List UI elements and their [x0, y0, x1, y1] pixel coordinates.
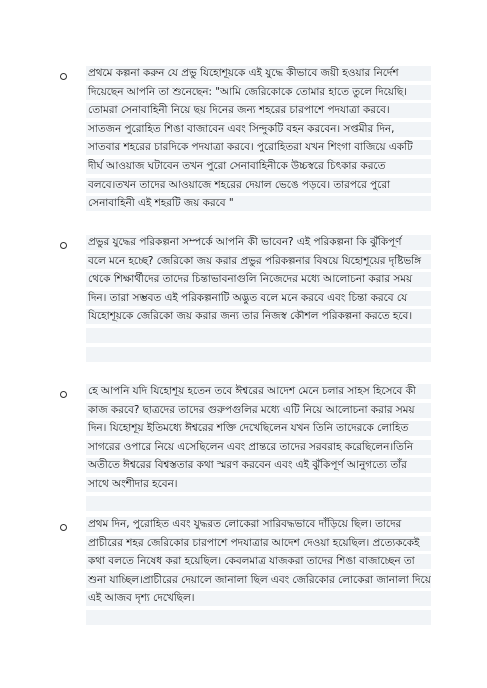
text-line: প্রভুর যুদ্ধের পরিকল্পনা সম্পর্কে আপনি কী ভাবেন? এই পরিকল্পনা কি ঝুঁকিপূর্ণ: [86, 233, 431, 252]
text-line: প্রাচীরের শহর জেরিকোর চারপাশে পদযাত্রার আদেশ দেওয়া হয়েছিল। প্রত্যেককেই: [86, 534, 431, 553]
circle-bullet-icon: [60, 524, 67, 531]
circle-bullet-icon: [60, 73, 67, 80]
blank-line: [86, 345, 431, 364]
text-line: বলে মনে হচ্ছে? জেরিকো জয় করার প্রভুর পরিকল্পনার বিষয়ে যিহোশূয়ের দৃষ্টিভঙ্গি: [86, 252, 431, 271]
text-line: দিন। তারা সম্ভবত এই পরিকল্পনাটি অদ্ভুত বলে মনে করবে এবং চিন্তা করবে যে: [86, 289, 431, 308]
text-line: সাতজন পুরোহিত শিঙা বাজাবেন এবং সিন্দুকটি বহন করবেন। সপ্তমীর দিন,: [86, 120, 431, 139]
text-line: সাথে অংশীদার হবেন।: [86, 475, 431, 494]
text-line: তোমরা সেনাবাহিনী নিয়ে ছয় দিনের জন্য শহরের চারপাশে পদযাত্রা করবে।: [86, 101, 431, 120]
text-line: দীর্ঘ আওয়াজ ঘটাবেন তখন পুরো সেনাবাহিনীকে উচ্চস্বরে চিৎকার করতে: [86, 157, 431, 176]
text-line: সাতবার শহরের চারদিকে পদযাত্রা করবে। পুরোহিতরা যখন শিংগা বাজিয়ে একটি: [86, 138, 431, 157]
paragraph-3: [86, 382, 431, 512]
paragraph-1: [86, 64, 431, 213]
text-line: দিয়েছেন আপনি তা শুনেছেন: "আমি জেরিকোকে তোমার হাতে তুলে দিয়েছি।: [86, 83, 431, 102]
text-line: হে আপনি যদি যিহোশূয় হতেন তবে ঈশ্বরের আদেশ মেনে চলার সাহস হিসেবে কী: [86, 382, 431, 401]
text-line: অতীতে ঈশ্বরের বিশ্বস্ততার কথা স্মরণ করবেন এবং এই ঝুঁকিপূর্ণ আনুগত্যে তাঁর: [86, 456, 431, 475]
text-line: থেকে শিক্ষার্থীদের তাদের চিন্তাভাবনাগুলি নিজেদের মধ্যে আলোচনা করার সময়: [86, 270, 431, 289]
text-line: শুনা যাচ্ছিল।প্রাচীরের দেয়ালে জানালা ছিল এবং জেরিকোর লোকেরা জানালা দিয়ে: [86, 571, 431, 590]
text-line: সেনাবাহিনী এই শহরটি জয় করবে ": [86, 194, 431, 213]
paragraph-4: [86, 515, 431, 627]
text-line: দিন। যিহোশূয় ইতিমধ্যে ঈশ্বরের শক্তি দেখেছিলেন যখন তিনি তাদেরকে লোহিত: [86, 419, 431, 438]
blank-line: [86, 608, 431, 627]
text-line: যিহোশূয়কে জেরিকো জয় করার জন্য তার নিজস্ব কৌশল পরিকল্পনা করতে হবে।: [86, 307, 431, 326]
blank-line: [86, 494, 431, 513]
text-line: এই আজব দৃশ্য দেখেছিল।: [86, 589, 431, 608]
circle-bullet-icon: [60, 242, 67, 249]
text-line: সাগরের ওপারে নিয়ে এসেছিলেন এবং প্রান্তরে তাদের সরবরাহ করেছিলেন।তিনি: [86, 438, 431, 457]
paragraph-2: [86, 233, 431, 363]
text-line: প্রথমে কল্পনা করুন যে প্রভু যিহোশূয়কে এই যুদ্ধে কীভাবে জয়ী হওয়ার নির্দেশ: [86, 64, 431, 83]
text-line: কাজ করবে? ছাত্রদের তাদের গুরুপগুলির মধ্যে এটি নিয়ে আলোচনা করার সময়: [86, 401, 431, 420]
text-line: প্রথম দিন, পুরোহিত এবং যুদ্ধরত লোকেরা সারিবদ্ধভাবে দাঁড়িয়ে ছিল। তাদের: [86, 515, 431, 534]
circle-bullet-icon: [60, 391, 67, 398]
blank-line: [86, 326, 431, 345]
text-line: বলবে।তখন তাদের আওয়াজে শহরের দেয়াল ভেঙে পড়বে। তারপরে পুরো: [86, 176, 431, 195]
text-line: কথা বলতে নিষেধ করা হয়েছিল। কেবলমাত্র যাজকরা তাদের শিঙা বাজাচ্ছেন তা: [86, 552, 431, 571]
